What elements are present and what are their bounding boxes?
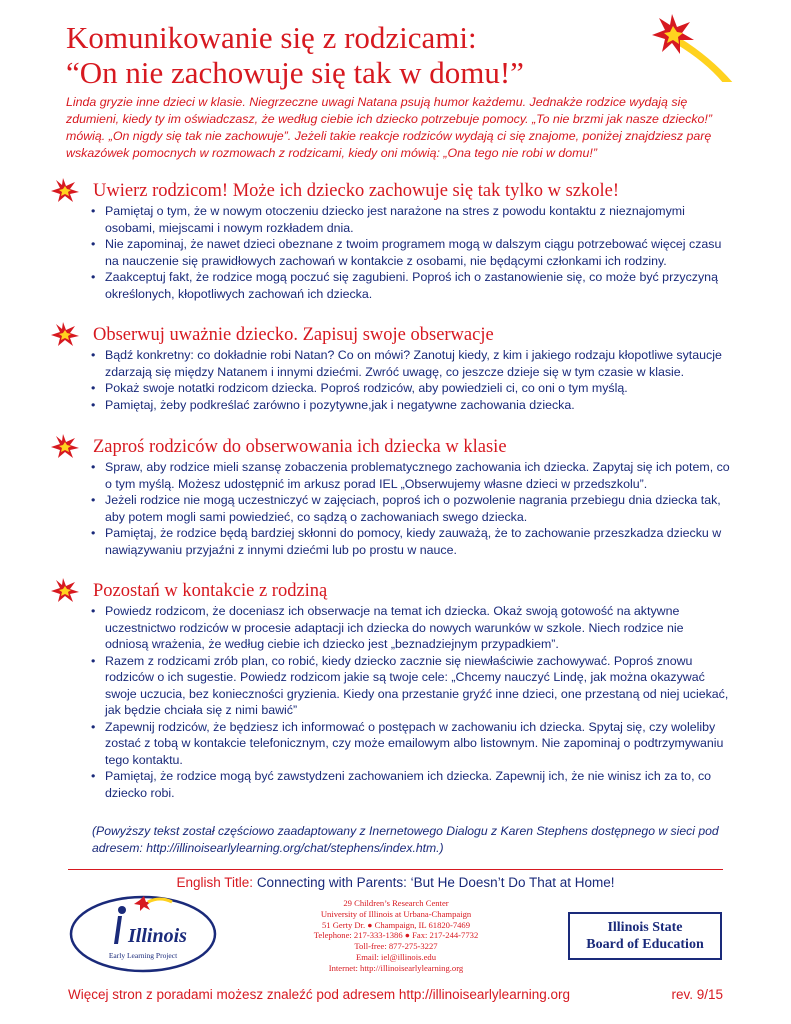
section-heading: Pozostań w kontakcie z rodziną bbox=[93, 581, 328, 601]
logo-name: Illinois bbox=[128, 925, 187, 947]
contact-internet: Internet: http://illinoisearlylearning.org bbox=[328, 962, 464, 973]
list-item: • Zaakceptuj fakt, że rodzice mogą poczuć się zagubieni. Poproś ich o zastanowienie się, co może być przyczyną określonych, kłopotliwych zachowań ich dziecka. bbox=[90, 269, 730, 302]
section-stay-in-touch bbox=[50, 580, 730, 801]
list-item: • Pamiętaj o tym, że w nowym otoczeniu dziecko jest narażone na stres z powodu kontaktu z nieznajomymi osobami, miejscami i nowym rozkładem dnia. bbox=[90, 203, 730, 236]
logo-subtitle: Early Learning Project bbox=[108, 951, 178, 960]
divider bbox=[68, 869, 723, 870]
section-heading: Uwierz rodzicom! Może ich dziecko zachowuje się tak tylko w szkole! bbox=[93, 181, 620, 201]
shooting-star-icon bbox=[650, 12, 740, 82]
list-item: • Bądź konkretny: co dokładnie robi Natan? Co on mówi? Zanotuj kiedy, z kim i jakiego rodzaju kłopotliwe sytaucje zdarzają się między Natanem i innymi dziećmi. Zwróć uwagę, co jeszcze dzieje się w tym czasie w klasie. bbox=[90, 347, 730, 380]
more-tips-link: Więcej stron z poradami możesz znaleźć pod adresem http://illinoisearlylearning.org bbox=[68, 987, 570, 1002]
list-item: • Nie zapominaj, że nawet dzieci obeznane z twoim programem mogą w dalszym ciągu potrzebować więcej czasu na nauczenie się prawidłowych zachowań w kontakcie z osobami, nie będącymi członkami ich rodziny. bbox=[90, 236, 730, 269]
list-item: • Razem z rodzicami zrób plan, co robić, kiedy dziecko zacznie się niewłaściwie zachowywać. Poproś znowu rodziców o ich sugestie. Powiedz rodzicom jakie są twoje cele: „Chcemy nauczyć Lindę, jak można okazywać swoje uczucia, bez konieczności gryzienia. Kiedy ona przestanie gryźć inne dzieci, one przestaną od niej uciekać, jak będzie chciała się z nimi bawić” bbox=[90, 653, 730, 719]
contact-line: Telephone: 217-333-1386 ● Fax: 217-244-7732 bbox=[313, 930, 479, 941]
list-item: • Jeżeli rodzice nie mogą uczestniczyć w zajęciach, poproś ich o pozwolenie nagrania przebiegu dnia dziecka tak, aby potem mogli sami powiedzieć, co sądzą o zachowaniach swego dziecka. bbox=[90, 492, 730, 525]
star-bullet-icon bbox=[50, 433, 80, 459]
star-bullet-icon bbox=[50, 321, 80, 347]
bullet-list bbox=[90, 347, 730, 413]
star-bullet-icon bbox=[50, 177, 80, 203]
contact-email: Email: iel@illinois.edu bbox=[356, 951, 436, 962]
illinois-elp-logo bbox=[68, 892, 218, 974]
english-title-label: English Title: bbox=[176, 875, 254, 890]
list-item: • Pamiętaj, że rodzice mogą być zawstydzeni zachowaniem ich dziecka. Zapewnij ich, że nie winisz ich za to, co dziecko robi. bbox=[90, 768, 730, 801]
source-note: (Powyższy tekst został częściowo zaadaptowany z Inernetowego Dialogu z Karen Stephens dostępnego w sieci pod adresem: http://illinoisearlylearning.org/chat/stephens/index.htm.) bbox=[92, 824, 719, 855]
section-invite-parents bbox=[50, 436, 730, 558]
english-title bbox=[0, 874, 791, 892]
contact-line: Toll-free: 877-275-3227 bbox=[354, 941, 438, 952]
contact-line: 51 Gerty Dr. ● Champaign, IL 61820-7469 bbox=[321, 919, 471, 930]
list-item: • Pamiętaj, że rodzice będą bardziej skłonni do pomocy, kiedy zauważą, że to zachowanie przeszkadza dziecku w nawiązywaniu przyjaźni z innymi dziećmi lub po prostu w nauce. bbox=[90, 525, 730, 558]
list-item: • Pokaż swoje notatki rodzicom dziecka. Poproś rodziców, aby powiedzieli ci, co oni o tym myślą. bbox=[90, 380, 730, 397]
title-line-1: Komunikowanie się z rodzicami: bbox=[66, 20, 477, 55]
section-heading: Obserwuj uważnie dziecko. Zapisuj swoje obserwacje bbox=[93, 325, 494, 345]
revision-label: rev. 9/15 bbox=[671, 987, 723, 1002]
list-item: • Spraw, aby rodzice mieli szansę zobaczenia problematycznego zachowania ich dziecka. Zapytaj się ich potem, co o tym myślą. Możesz udostępnić im arkusz porad IEL „Obserwujemy własne dzieci w przedszkolu”. bbox=[90, 459, 730, 492]
list-item: • Zapewnij rodziców, że będziesz ich informować o postępach w zachowaniu ich dziecka. Spytaj się, czy woleliby zostać z tobą w kontakcie telefonicznym, czy może emailowym albo listownym. Nie zapominaj o podtrzymywaniu tego kontaktu. bbox=[90, 719, 730, 769]
isbe-line-2: Board of Education bbox=[586, 937, 704, 952]
title-line-2: “On nie zachowuje się tak w domu!” bbox=[66, 55, 524, 90]
list-item: • Pamiętaj, żeby podkreślać zarówno i pozytywne,jak i negatywne zachowania dziecka. bbox=[90, 397, 730, 414]
intro-text: Linda gryzie inne dzieci w klasie. Niegrzeczne uwagi Natana psują humor każdemu. Jednakże rodzice wydają się zdumieni, kiedy ty im oświadczasz, że według ciebie ich dziecko potrzebuje pomocy. „To nie brzmi jak nasze dziecko!” mówią. „On nigdy się tak nie zachowuje”. Jeżeli takie reakcje rodziców wydają ci się znajome, poniżej znajdziesz parę wskazówek pomocnych w rozmowach z rodzicami, kiedy oni mówią: „Ona tego nie robi w domu!” bbox=[66, 95, 712, 160]
bullet-list bbox=[90, 459, 730, 558]
star-bullet-icon bbox=[50, 577, 80, 603]
contact-block bbox=[286, 898, 506, 974]
section-heading: Zaproś rodziców do obserwowania ich dziecka w klasie bbox=[93, 437, 507, 457]
contact-line: University of Illinois at Urbana-Champaign bbox=[320, 908, 472, 919]
page-title bbox=[66, 20, 666, 90]
isbe-line-1: Illinois State bbox=[607, 920, 683, 935]
english-title-value: Connecting with Parents: ‘But He Doesn’t Do That at Home! bbox=[256, 875, 615, 890]
list-item: • Powiedz rodzicom, że doceniasz ich obserwacje na temat ich dziecka. Okaż swoją gotowość na aktywne uczestnictwo rodziców w procesie adaptacji ich dziecka do nowych warunków w szkole. Niech rodzice nie odniosą wrażenia, że według ciebie ich dziecko jest „beznadziejnym przypadkiem”. bbox=[90, 603, 730, 653]
section-observe-child bbox=[50, 324, 730, 413]
bullet-list bbox=[90, 603, 730, 801]
isbe-logo bbox=[568, 912, 722, 960]
bullet-list bbox=[90, 203, 730, 302]
contact-line: 29 Children’s Research Center bbox=[343, 898, 449, 908]
section-believe-parents bbox=[50, 180, 730, 302]
